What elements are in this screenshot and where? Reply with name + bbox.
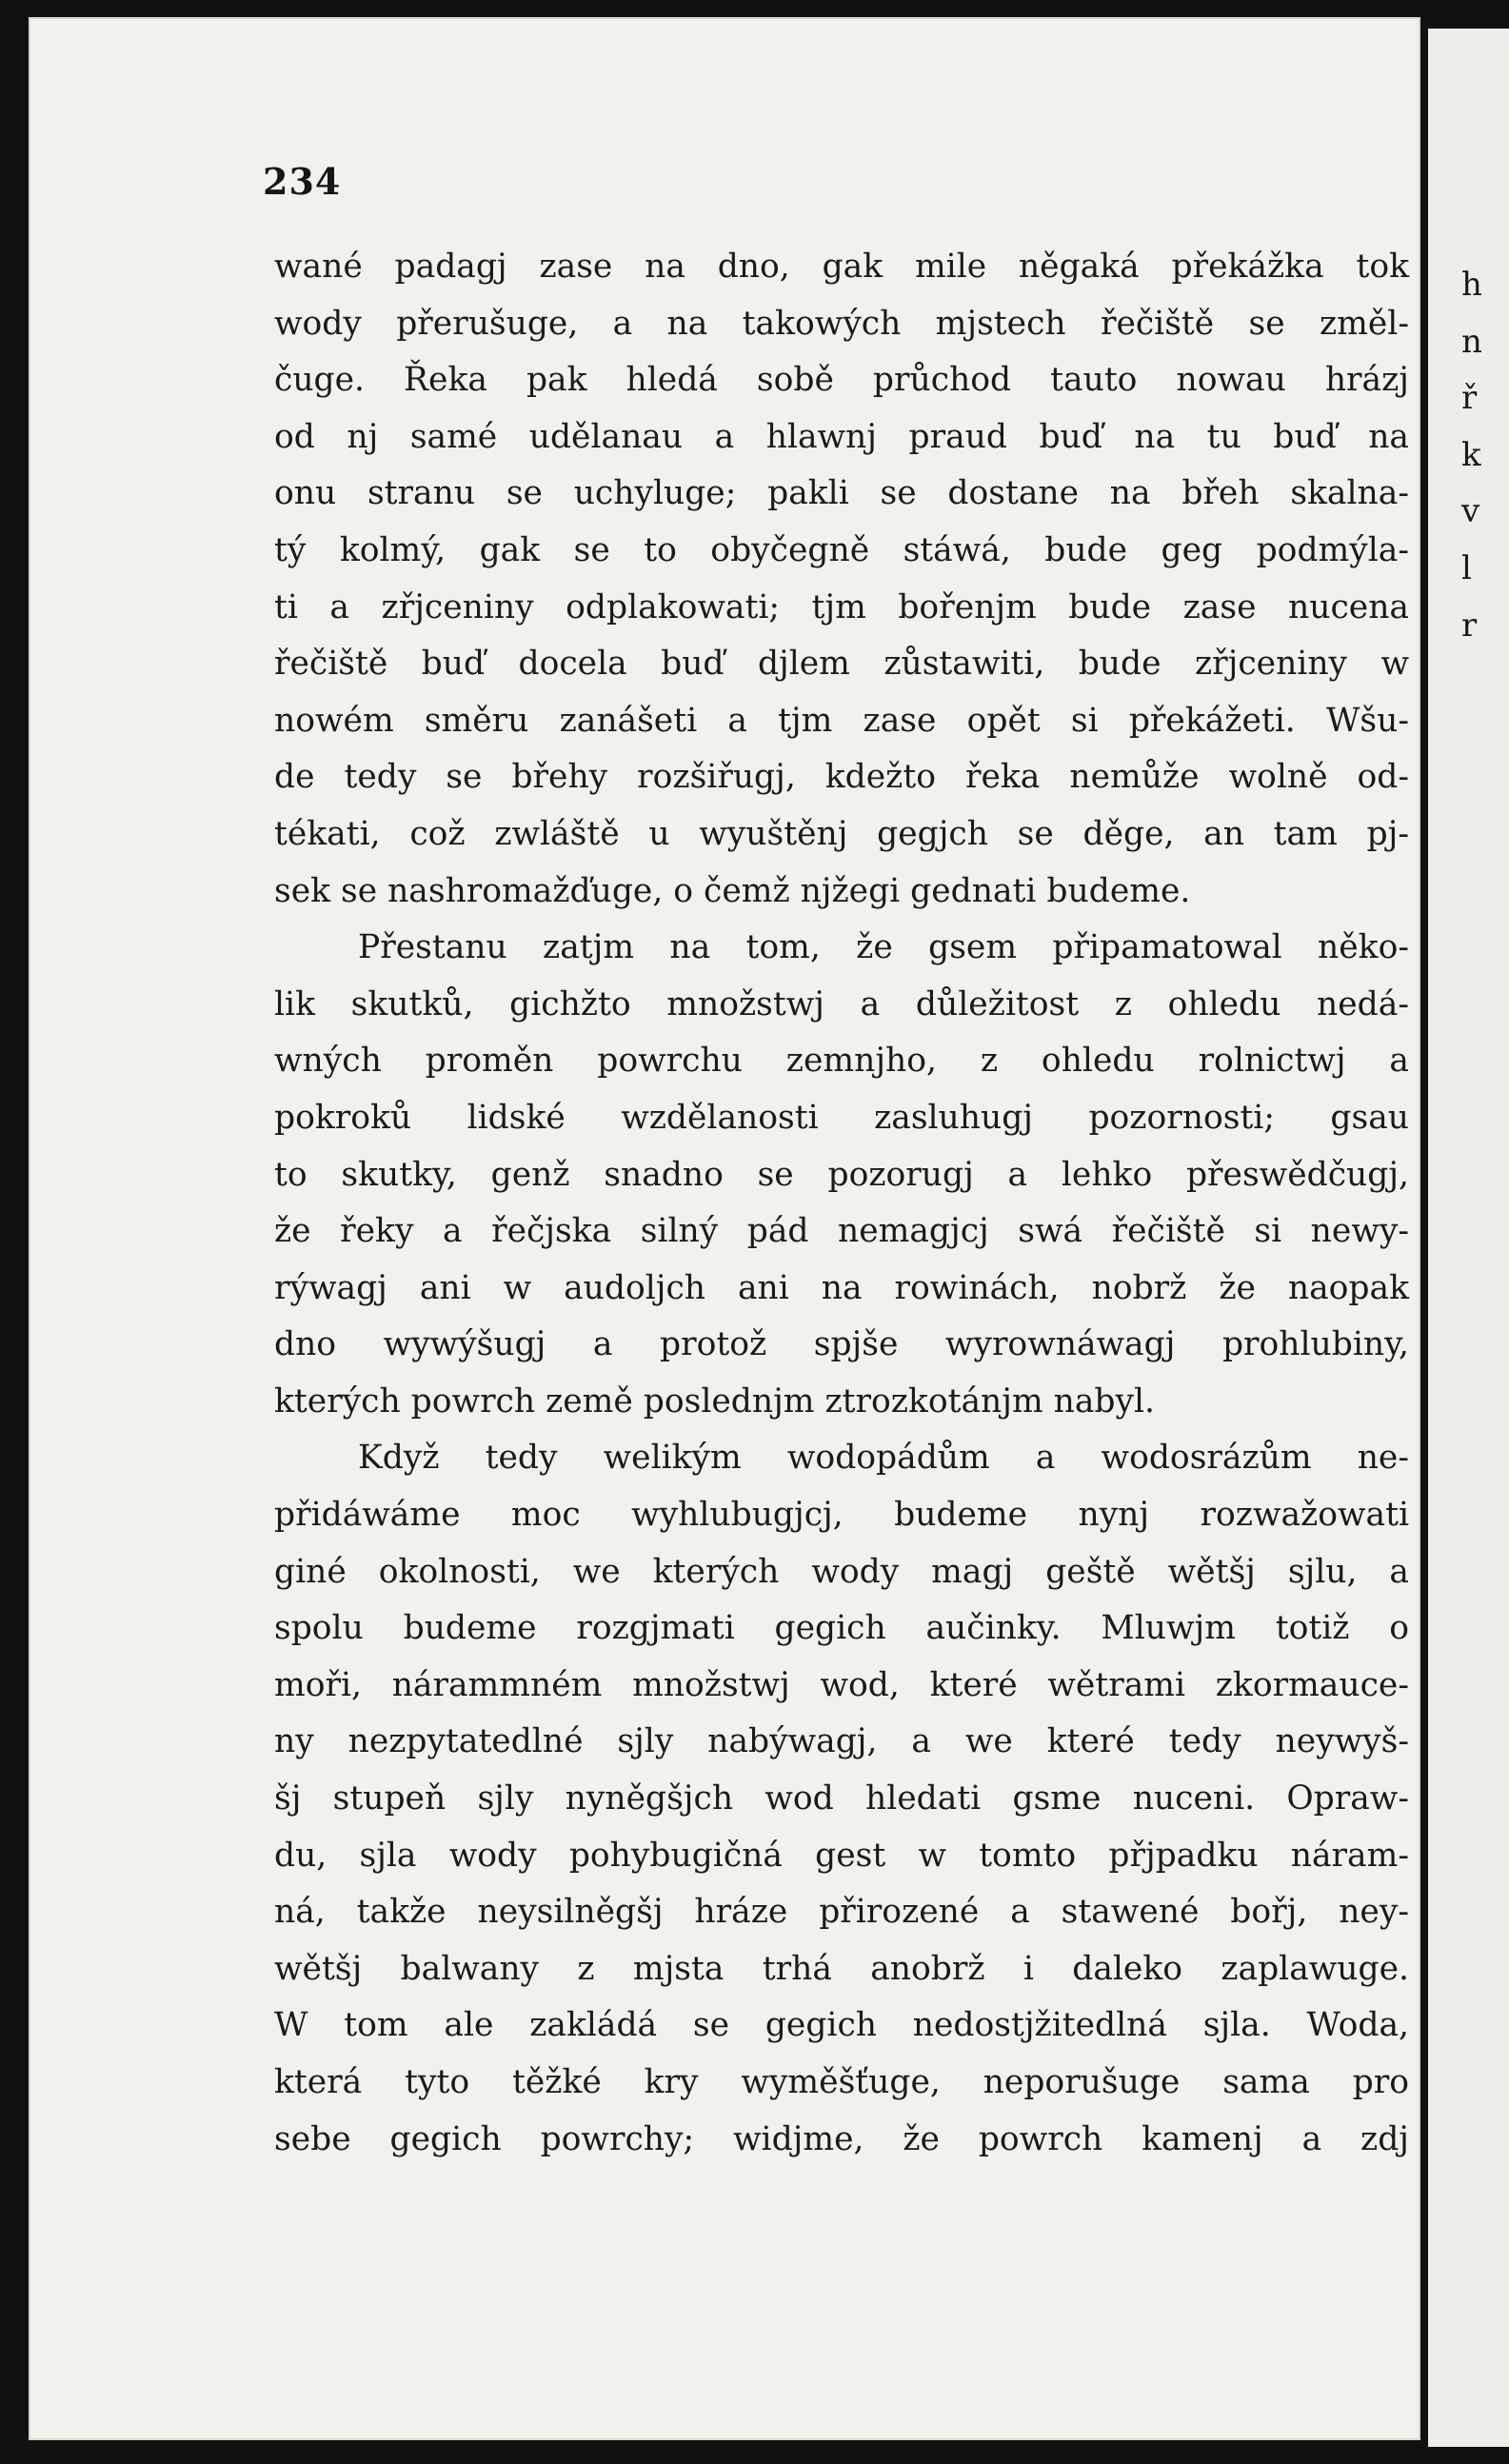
text-line: pokroků lidské wzdělanosti zasluhugj pozornosti; gsau xyxy=(274,1098,1409,1137)
text-line: wané padagj zase na dno, gak mile něgaká překážka tok xyxy=(274,248,1409,286)
text-line: tý kolmý, gak se to obyčegně stáwá, bude geg podmýla- xyxy=(274,530,1409,569)
text-line: sek se nashromažďuge, o čemž njžegi gednati budeme. xyxy=(274,871,1191,910)
text-line: Přestanu zatjm na tom, že gsem připamatowal něko- xyxy=(358,928,1409,967)
text-line: wětšj balwany z mjsta trhá anobrž i daleko zaplawuge. xyxy=(274,1949,1409,1988)
text-line: sebe gegich powrchy; widjme, že powrch kamenj a zdj xyxy=(274,2119,1409,2158)
text-line: ná, takže neysilněgšj hráze přirozené a stawené bořj, ney- xyxy=(274,1893,1409,1932)
facing-page-letter: ř xyxy=(1461,379,1478,418)
text-line: nowém směru zanášeti a tjm zase opět si překážeti. Wšu- xyxy=(274,701,1409,740)
text-line: Když tedy welikým wodopádům a wodosrázům ne- xyxy=(358,1439,1409,1478)
page-number: 234 xyxy=(263,160,342,203)
facing-page-letter: h xyxy=(1461,266,1482,304)
book-page xyxy=(29,17,1420,2440)
facing-page-letter: n xyxy=(1461,322,1482,361)
text-line: ti a zřjceniny odplakowati; tjm bořenjm bude zase nucena xyxy=(274,587,1409,626)
text-line: řečiště buď docela buď djlem zůstawiti, bude zřjceniny w xyxy=(274,645,1409,684)
body-text xyxy=(274,239,1409,2168)
facing-page-letter: v xyxy=(1461,492,1480,531)
text-line: že řeky a řečjska silný pád nemagjcj swá řečiště si newy- xyxy=(274,1212,1409,1251)
text-line: de tedy se břehy rozšiřugj, kdežto řeka nemůže wolně od- xyxy=(274,758,1409,797)
text-line: tékati, což zwláště u wyuštěnj gegjch se děge, an tam pj- xyxy=(274,814,1409,853)
text-line: wody přerušuge, a na takowých mjstech řečiště se změl- xyxy=(274,304,1409,343)
text-line: ny nezpytatedlné sjly nabýwagj, a we které tedy neywyš- xyxy=(274,1722,1409,1761)
text-line: giné okolnosti, we kterých wody magj geště wětšj sjlu, a xyxy=(274,1552,1409,1591)
text-line: spolu budeme rozgjmati gegich aučinky. Mluwjm totiž o xyxy=(274,1609,1409,1648)
text-line: dno wywýšugj a protož spjše wyrownáwagj prohlubiny, xyxy=(274,1325,1409,1364)
facing-page-letter: l xyxy=(1461,548,1472,587)
text-line: W tom ale zakládá se gegich nedostjžitedlná sjla. Woda, xyxy=(274,2006,1409,2045)
text-line: du, sjla wody pohybugičná gest w tomto přjpadku náram- xyxy=(274,1836,1409,1875)
text-line: od nj samé udělanau a hlawnj praud buď na tu buď na xyxy=(274,417,1409,456)
text-line: přidáwáme moc wyhlubugjcj, budeme nynj rozwažowati xyxy=(274,1496,1409,1535)
facing-page-edge xyxy=(1428,29,1509,2447)
text-line: moři, nárammném množstwj wod, které wětrami zkormauce- xyxy=(274,1665,1409,1704)
facing-page-letter: r xyxy=(1461,606,1478,645)
facing-page-letters xyxy=(1461,257,1482,654)
text-line: která tyto těžké kry wyměšťuge, neporušuge sama pro xyxy=(274,2063,1409,2101)
text-line: šj stupeň sjly nyněgšjch wod hledati gsme nuceni. Opraw- xyxy=(274,1779,1409,1818)
text-line: lik skutků, gichžto množstwj a důležitost z ohledu nedá- xyxy=(274,984,1409,1023)
text-line: rýwagj ani w audoljch ani na rowinách, nobrž že naopak xyxy=(274,1268,1409,1307)
text-line: čuge. Řeka pak hledá sobě průchod tauto nowau hrázj xyxy=(274,361,1409,400)
text-line: onu stranu se uchyluge; pakli se dostane na břeh skalna- xyxy=(274,474,1409,513)
facing-page-letter: k xyxy=(1461,435,1481,474)
text-line: to skutky, genž snadno se pozorugj a lehko přeswědčugj, xyxy=(274,1155,1409,1194)
text-line: kterých powrch země poslednjm ztrozkotánjm nabyl. xyxy=(274,1381,1155,1421)
text-line: wných proměn powrchu zemnjho, z ohledu rolnictwj a xyxy=(274,1042,1409,1081)
